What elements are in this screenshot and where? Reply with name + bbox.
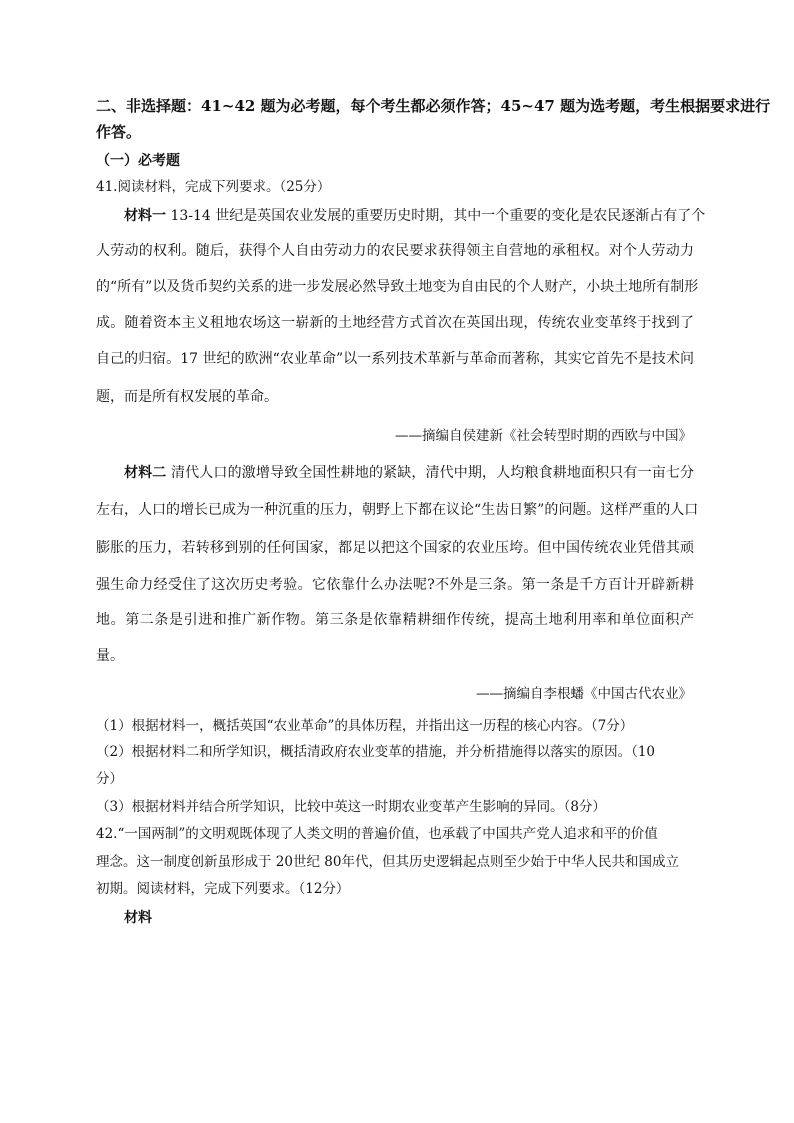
q41-material1-line1 — [96, 207, 706, 225]
section-heading-line2: 作答。 — [96, 123, 142, 141]
material2-text: 清代人口的激增导致全国性耕地的紧缺，清代中期，人均粮食耕地面积只有一亩七分 — [166, 465, 695, 481]
q41-material2-line5: 地。第二条是引进和推广新作物。第三条是依靠精耕细作传统，提高土地利用率和单位面积产 — [96, 612, 694, 628]
section-subheading: （一）必考题 — [96, 153, 180, 169]
q41-sub2-line2: 分） — [96, 771, 123, 787]
material1-text: 13-14 世纪是英国农业发展的重要历史时期，其中一个重要的变化是农民逐渐占有了个 — [166, 208, 706, 224]
material1-label: 材料一 — [124, 208, 166, 224]
q41-sub1: （1）根据材料一，概括英国“农业革命”的具体历程，并指出这一历程的核心内容。（7分） — [96, 718, 634, 734]
q42-line2: 理念。这一制度创新虽形成于 20世纪 80年代，但其历史逻辑起点则至少始于中华人民共和国成立 — [96, 854, 679, 870]
q42-material-label: 材料 — [124, 910, 152, 926]
q41-material2-line2: 左右，人口的增长已成为一种沉重的压力，朝野上下都在议论“生齿日繁”的问题。这样严重的人口 — [96, 502, 699, 518]
q41-material2-line3: 膨胀的压力，若转移到别的任何国家，都足以把这个国家的农业压垮。但中国传统农业凭借其顽 — [96, 540, 694, 556]
q41-material2-line1 — [96, 464, 694, 482]
q41-material1-line3: 的“所有”以及货币契约关系的进一步发展必然导致土地变为自由民的个人财产，小块土地所有制形 — [96, 279, 699, 295]
q41-material2-source: ——摘编自李根蟠《中国古代农业》 — [476, 686, 692, 702]
q41-prompt: 41.阅读材料，完成下列要求。（25分） — [96, 179, 331, 195]
q41-material1-line6: 题，而是所有权发展的革命。 — [96, 389, 278, 405]
q41-sub3: （3）根据材料并结合所学知识，比较中英这一时期农业变革产生影响的异同。（8分） — [96, 799, 606, 815]
q41-material1-line5: 自己的归宿。17 世纪的欧洲“农业革命”以一系列技术革新与革命而著称，其实它首先不是技术问 — [96, 351, 694, 367]
q42-line3: 初期。阅读材料，完成下列要求。（12分） — [96, 881, 350, 897]
q41-material1-line2: 人劳动的权利。随后，获得个人自由劳动力的农民要求获得领主自营地的承租权。对个人劳动力 — [96, 243, 694, 259]
section-heading-line1: 二、非选择题：41~42 题为必考题，每个考生都必须作答；45~47 题为选考题，考生根据要求进行 — [96, 97, 771, 115]
q41-material2-line4: 强生命力经受住了这次历史考验。它依靠什么办法呢?不外是三条。第一条是千方百计开辟新耕 — [96, 577, 694, 593]
material2-label: 材料二 — [124, 465, 167, 481]
q41-material1-source: ——摘编自侯建新《社会转型时期的西欧与中国》 — [395, 428, 692, 444]
q41-sub2-line1: （2）根据材料二和所学知识，概括清政府农业变革的措施，并分析措施得以落实的原因。（10 — [96, 744, 656, 760]
q41-material1-line4: 成。随着资本主义租地农场这一崭新的土地经营方式首次在英国出现，传统农业变革终于找到了 — [96, 315, 694, 331]
q42-line1: 42.“一国两制”的文明观既体现了人类文明的普遍价值，也承载了中国共产党人追求和平的价值 — [96, 826, 658, 842]
q41-material2-line6: 量。 — [96, 648, 124, 664]
